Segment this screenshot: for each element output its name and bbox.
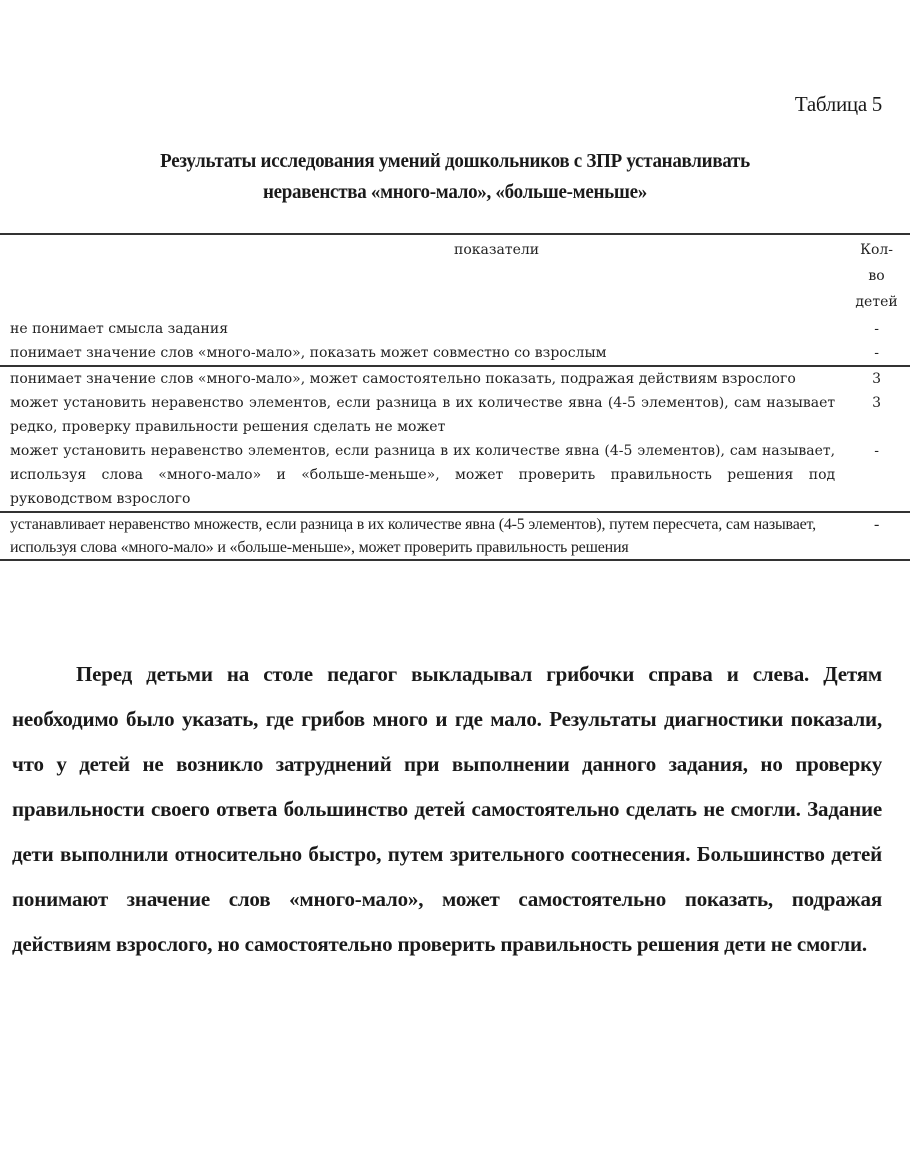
row-count: - bbox=[843, 341, 910, 366]
header-indicators: показатели bbox=[0, 234, 843, 317]
row-indicator: устанавливает неравенство множеств, если разница в их количестве явна (4-5 элементов), путем пересчета, сам называет, используя слова «много-мало» и «больше-меньше», может проверить правильность решения bbox=[0, 512, 843, 560]
row-count: - bbox=[843, 512, 910, 560]
row-indicator: может установить неравенство элементов, если разница в их количестве явна (4-5 элементов), сам называет редко, проверку правильности решения сделать не может bbox=[10, 395, 836, 435]
table-row bbox=[0, 512, 910, 560]
header-count-line-3: детей bbox=[855, 294, 898, 310]
row-indicator: понимает значение слов «много-мало», показать может совместно со взрослым bbox=[0, 341, 843, 366]
row-count: - bbox=[843, 439, 910, 512]
table-title bbox=[23, 146, 888, 208]
table-row bbox=[0, 366, 910, 391]
row-indicator: может установить неравенство элементов, если разница в их количестве явна (4-5 элементов), сам называет, используя слова «много-мало» и «больше-меньше», может проверить правильность решения под руководством взрослого bbox=[0, 439, 843, 512]
row-count: 3 bbox=[872, 371, 882, 387]
header-count bbox=[843, 234, 910, 317]
table-header-row bbox=[0, 234, 910, 317]
row-count: - bbox=[874, 321, 879, 337]
row-indicator: понимает значение слов «много-мало», может самостоятельно показать, подражая действиям взрослого bbox=[10, 371, 796, 387]
body-paragraph: Перед детьми на столе педагог выкладывал грибочки справа и слева. Детям необходимо было указать, где грибов много и где мало. Результаты диагностики показали, что у детей не возникло затруднений при выполнении данного задания, но проверку правильности своего ответа большинство детей самостоятельно сделать не смогли. Задание дети выполнили относительно быстро, путем зрительного соотнесения. Большинство детей понимают значение слов «много-мало», может самостоятельно показать, подражая действиям взрослого, но самостоятельно проверить правильность решения дети не смогли. bbox=[12, 662, 882, 956]
table-title-line-1: Результаты исследования умений дошкольников с ЗПР устанавливать bbox=[160, 150, 750, 172]
table-row bbox=[0, 439, 910, 512]
table-title-line-2: неравенства «много-мало», «больше-меньше» bbox=[262, 181, 648, 203]
table-row bbox=[0, 317, 910, 341]
table-number: Таблица 5 bbox=[794, 92, 882, 116]
header-count-line-1: Кол- bbox=[860, 242, 893, 258]
table-row bbox=[0, 341, 910, 366]
row-count: 3 bbox=[872, 395, 882, 411]
header-count-line-2: во bbox=[868, 268, 885, 284]
row-indicator: не понимает смысла задания bbox=[10, 321, 229, 337]
table-row bbox=[0, 391, 910, 439]
results-table bbox=[0, 233, 910, 561]
